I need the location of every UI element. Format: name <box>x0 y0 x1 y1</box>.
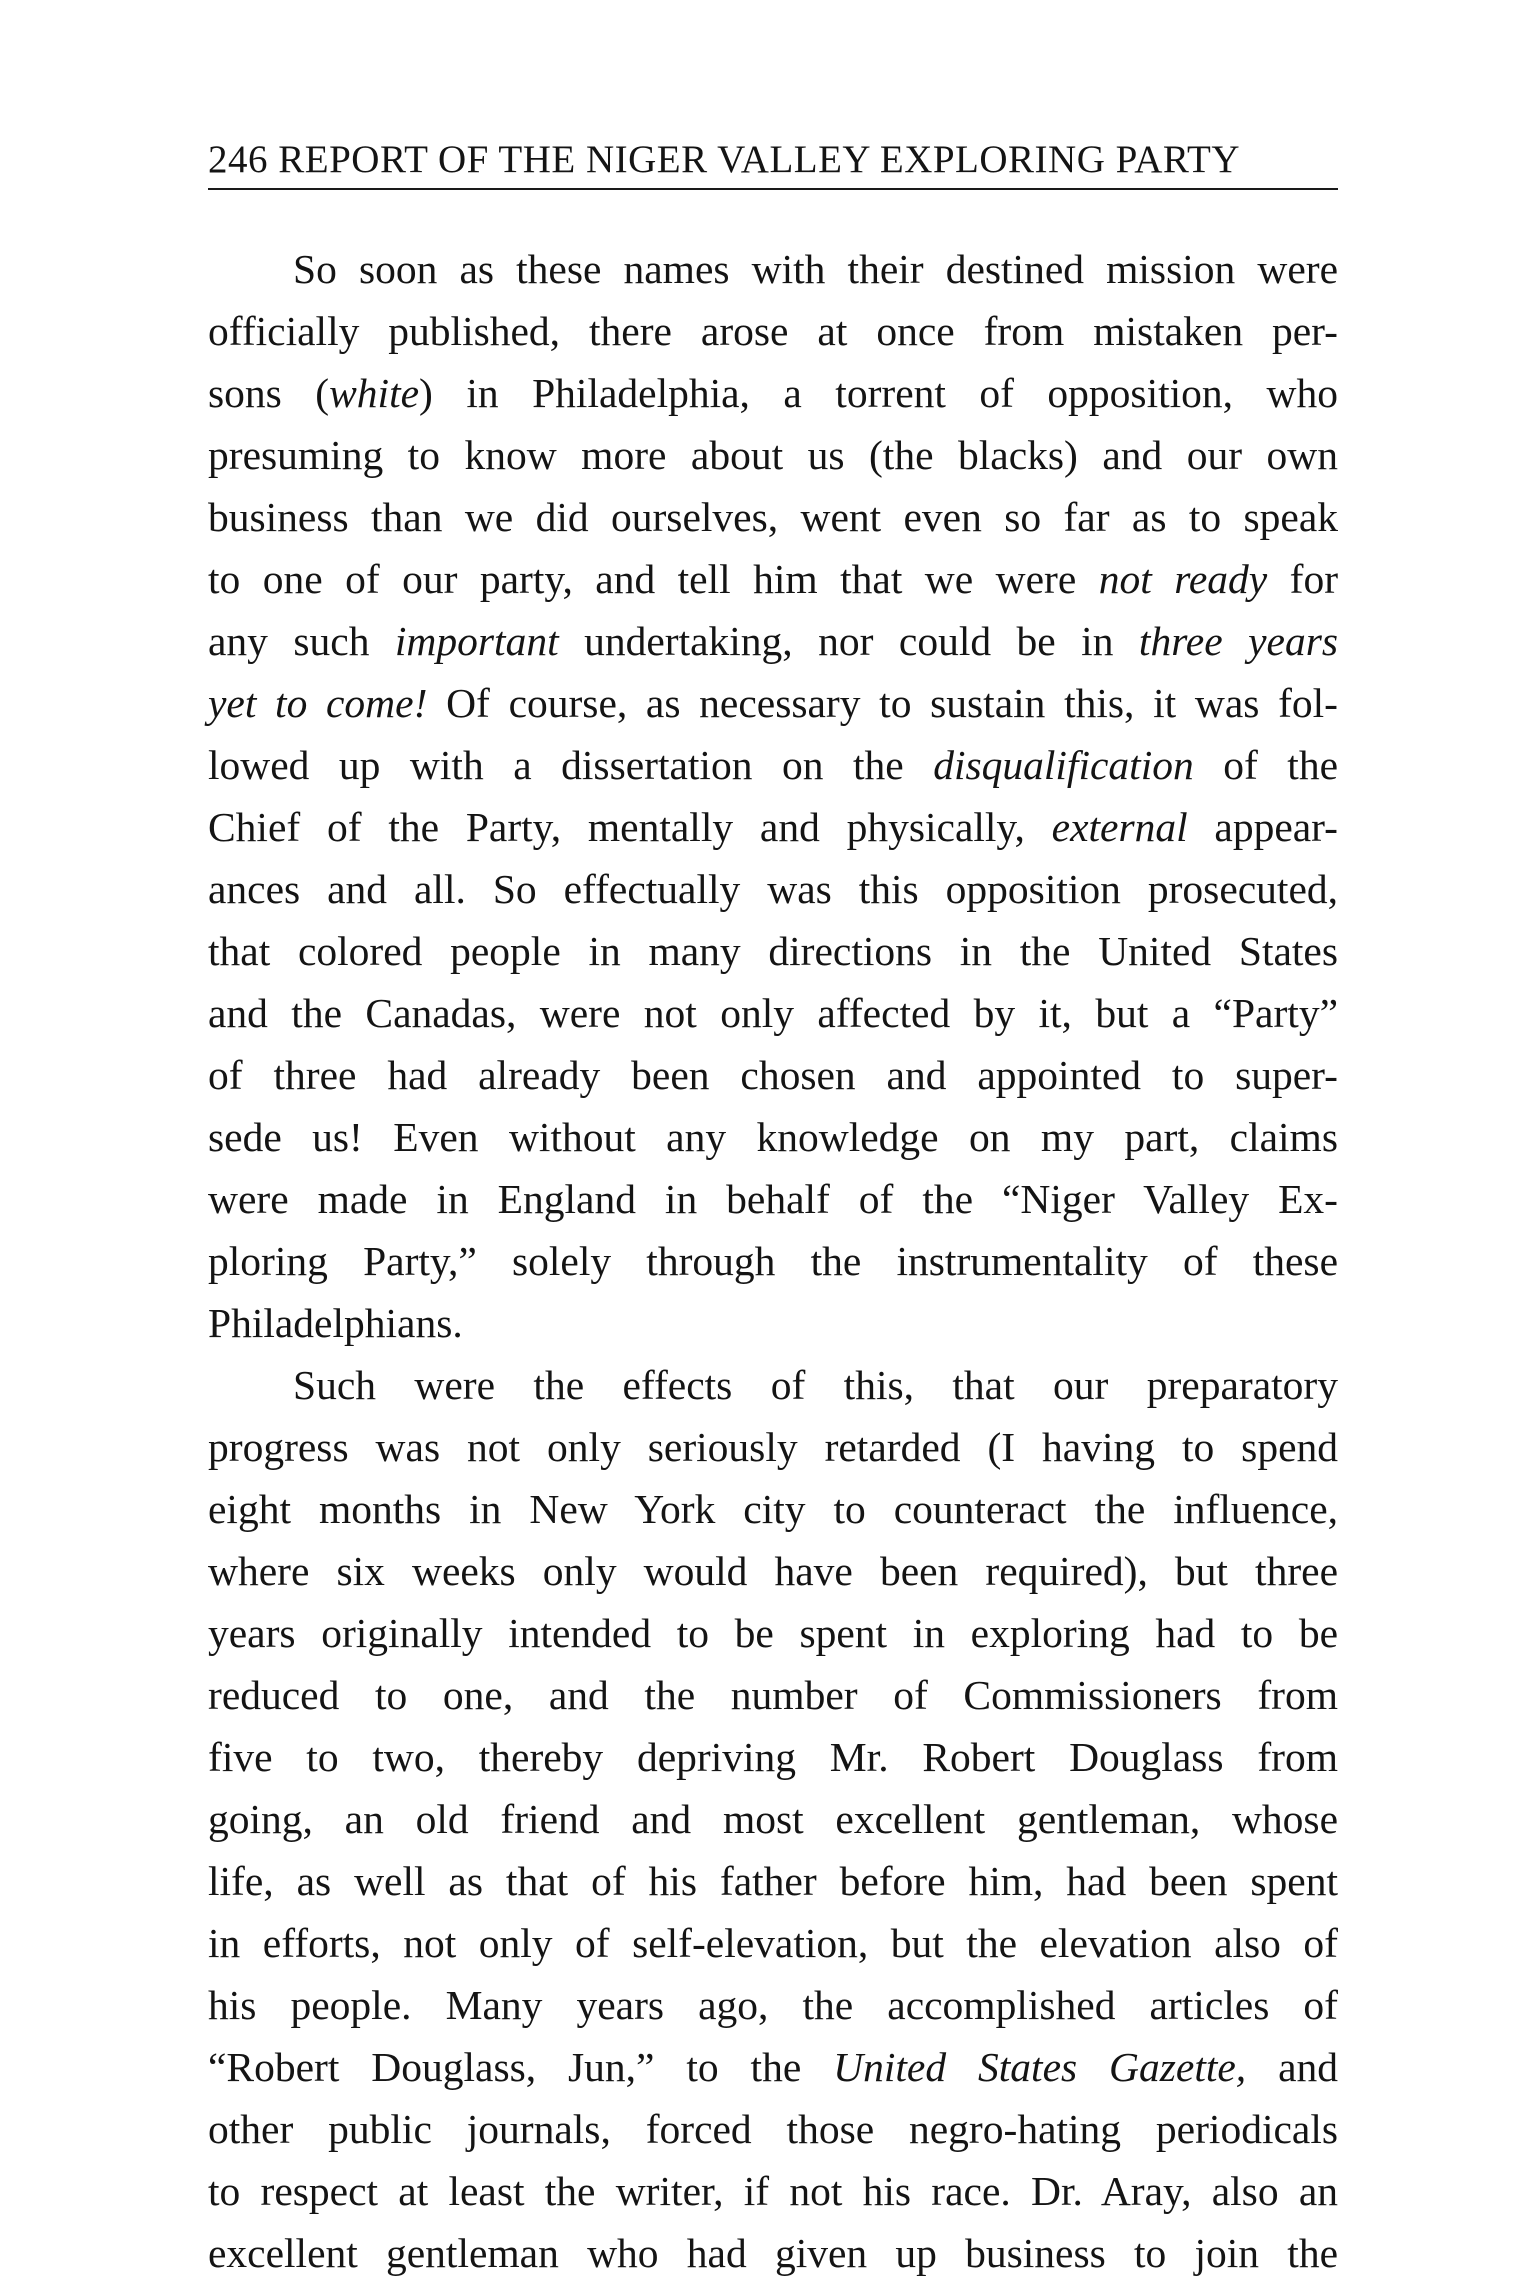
text-line: ances and all. So effectually was this opposition prosecuted, <box>208 866 1338 912</box>
paragraph-2 <box>208 1354 1338 2284</box>
text-line: lowed up with a dissertation on the disqualification of the <box>208 742 1338 788</box>
text-line: to respect at least the writer, if not his race. Dr. Aray, also an <box>208 2168 1338 2214</box>
text-line: excellent gentleman who had given up business to join the <box>208 2230 1338 2276</box>
text-line: officially published, there arose at once from mistaken per- <box>208 308 1338 354</box>
text-line: other public journals, forced those negro-hating periodicals <box>208 2106 1338 2152</box>
text-line: sede us! Even without any knowledge on my part, claims <box>208 1114 1338 1160</box>
text-line: years originally intended to be spent in exploring had to be <box>208 1610 1338 1656</box>
text-line: eight months in New York city to counteract the influence, <box>208 1486 1338 1532</box>
text-line: his people. Many years ago, the accomplished articles of <box>208 1982 1338 2028</box>
text-line: Such were the effects of this, that our preparatory <box>293 1362 1338 1408</box>
text-line: So soon as these names with their destined mission were <box>293 246 1338 292</box>
text-line: were made in England in behalf of the “Niger Valley Ex- <box>208 1176 1338 1222</box>
text-line: any such important undertaking, nor could be in three years <box>208 618 1338 664</box>
running-head-text: 246 REPORT OF THE NIGER VALLEY EXPLORING PARTY <box>208 138 1241 181</box>
text-line: reduced to one, and the number of Commissioners from <box>208 1672 1338 1718</box>
text-line: five to two, thereby depriving Mr. Robert Douglass from <box>208 1734 1338 1780</box>
text-line: business than we did ourselves, went even so far as to speak <box>208 494 1338 540</box>
text-line: presuming to know more about us (the blacks) and our own <box>208 432 1338 478</box>
body-text <box>208 238 1338 2284</box>
text-line: yet to come! Of course, as necessary to sustain this, it was fol- <box>208 680 1338 726</box>
text-line: life, as well as that of his father before him, had been spent <box>208 1858 1338 1904</box>
text-line: ploring Party,” solely through the instrumentality of these <box>208 1238 1338 1284</box>
running-head <box>208 128 1338 190</box>
paragraph-1 <box>208 238 1338 1354</box>
text-line: to one of our party, and tell him that we were not ready for <box>208 556 1339 602</box>
text-line: progress was not only seriously retarded (I having to spend <box>208 1424 1338 1470</box>
text-line: going, an old friend and most excellent gentleman, whose <box>208 1796 1338 1842</box>
text-line: sons (white) in Philadelphia, a torrent of opposition, who <box>208 370 1338 416</box>
text-line: that colored people in many directions in the United States <box>208 928 1338 974</box>
text-line: in efforts, not only of self-elevation, but the elevation also of <box>208 1920 1338 1966</box>
text-line: Chief of the Party, mentally and physically, external appear- <box>208 804 1338 850</box>
text-line: “Robert Douglass, Jun,” to the United States Gazette, and <box>208 2044 1339 2090</box>
text-line: of three had already been chosen and appointed to super- <box>208 1052 1338 1098</box>
text-line: Philadelphians. <box>208 1300 463 1346</box>
text-line: and the Canadas, were not only affected by it, but a “Party” <box>208 990 1338 1036</box>
text-line: where six weeks only would have been required), but three <box>208 1548 1338 1594</box>
